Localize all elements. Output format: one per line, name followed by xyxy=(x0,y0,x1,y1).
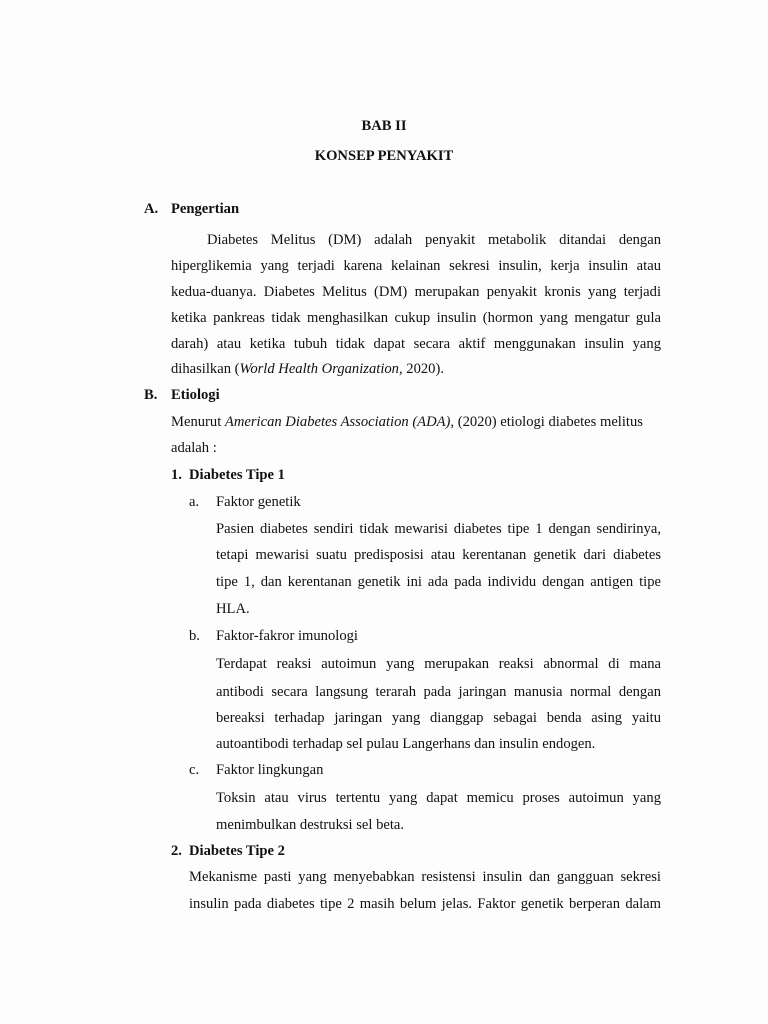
list-item-title: Faktor lingkungan xyxy=(216,762,324,778)
list-item-line: Terdapat reaksi autoimun yang merupakan reaksi abnormal di mana xyxy=(216,656,661,672)
section-b-intro-line: adalah : xyxy=(171,440,217,456)
section-b-letter: B. xyxy=(144,387,158,403)
list-item-line: Pasien diabetes sendiri tidak mewarisi diabetes tipe 1 dengan sendirinya, xyxy=(216,521,661,537)
list-item-line: antibodi secara langsung terarah pada jaringan manusia normal dengan xyxy=(216,684,661,700)
list-item-title: Faktor genetik xyxy=(216,494,301,510)
type-1-heading: Diabetes Tipe 1 xyxy=(189,467,285,483)
section-a-para-line: darah) atau ketika tubuh tidak dapat secara aktif menggunakan insulin yang xyxy=(171,336,661,352)
section-a-letter: A. xyxy=(144,201,159,217)
section-b-intro-line: Menurut American Diabetes Association (ADA), (2020) etiologi diabetes melitus xyxy=(171,414,643,430)
type-2-line: insulin pada diabetes tipe 2 masih belum jelas. Faktor genetik berperan dalam xyxy=(189,896,661,912)
chapter-title: KONSEP PENYAKIT xyxy=(314,148,454,164)
type-2-heading: Diabetes Tipe 2 xyxy=(189,843,285,859)
chapter-number: BAB II xyxy=(361,118,407,134)
type-1-number: 1. xyxy=(171,467,182,483)
list-item-letter: c. xyxy=(189,762,200,778)
section-a-para-line: hiperglikemia yang terjadi karena kelainan sekresi insulin, kerja insulin atau xyxy=(171,258,661,274)
list-item-line: HLA. xyxy=(216,601,250,617)
type-2-line: Mekanisme pasti yang menyebabkan resistensi insulin dan gangguan sekresi xyxy=(189,869,661,885)
list-item-line: tipe 1, dan kerentanan genetik ini ada pada individu dengan antigen tipe xyxy=(216,574,661,590)
section-a-para-line: kedua-duanya. Diabetes Melitus (DM) merupakan penyakit kronis yang terjadi xyxy=(171,284,661,300)
section-a-para-line: Diabetes Melitus (DM) adalah penyakit metabolik ditandai dengan xyxy=(207,232,661,248)
list-item-line: tetapi mewarisi suatu predisposisi atau kerentanan genetik dari diabetes xyxy=(216,547,661,563)
section-b-heading: Etiologi xyxy=(171,387,220,403)
list-item-title: Faktor-fakror imunologi xyxy=(216,628,358,644)
list-item-letter: a. xyxy=(189,494,200,510)
section-a-citation-line: dihasilkan (World Health Organization, 2020). xyxy=(171,361,444,377)
list-item-letter: b. xyxy=(189,628,200,644)
list-item-line: autoantibodi terhadap sel pulau Langerhans dan insulin endogen. xyxy=(216,736,596,752)
citation-source: World Health Organization, xyxy=(239,361,403,377)
list-item-line: bereaksi terhadap jaringan yang dianggap sebagai benda asing yaitu xyxy=(216,710,661,726)
list-item-line: menimbulkan destruksi sel beta. xyxy=(216,817,405,833)
citation-source: American Diabetes Association (ADA), xyxy=(224,414,455,430)
section-a-heading: Pengertian xyxy=(171,201,240,217)
section-a-para-line: ketika pankreas tidak menghasilkan cukup insulin (hormon yang mengatur gula xyxy=(171,310,661,326)
type-2-number: 2. xyxy=(171,843,182,859)
list-item-line: Toksin atau virus tertentu yang dapat memicu proses autoimun yang xyxy=(216,790,661,806)
